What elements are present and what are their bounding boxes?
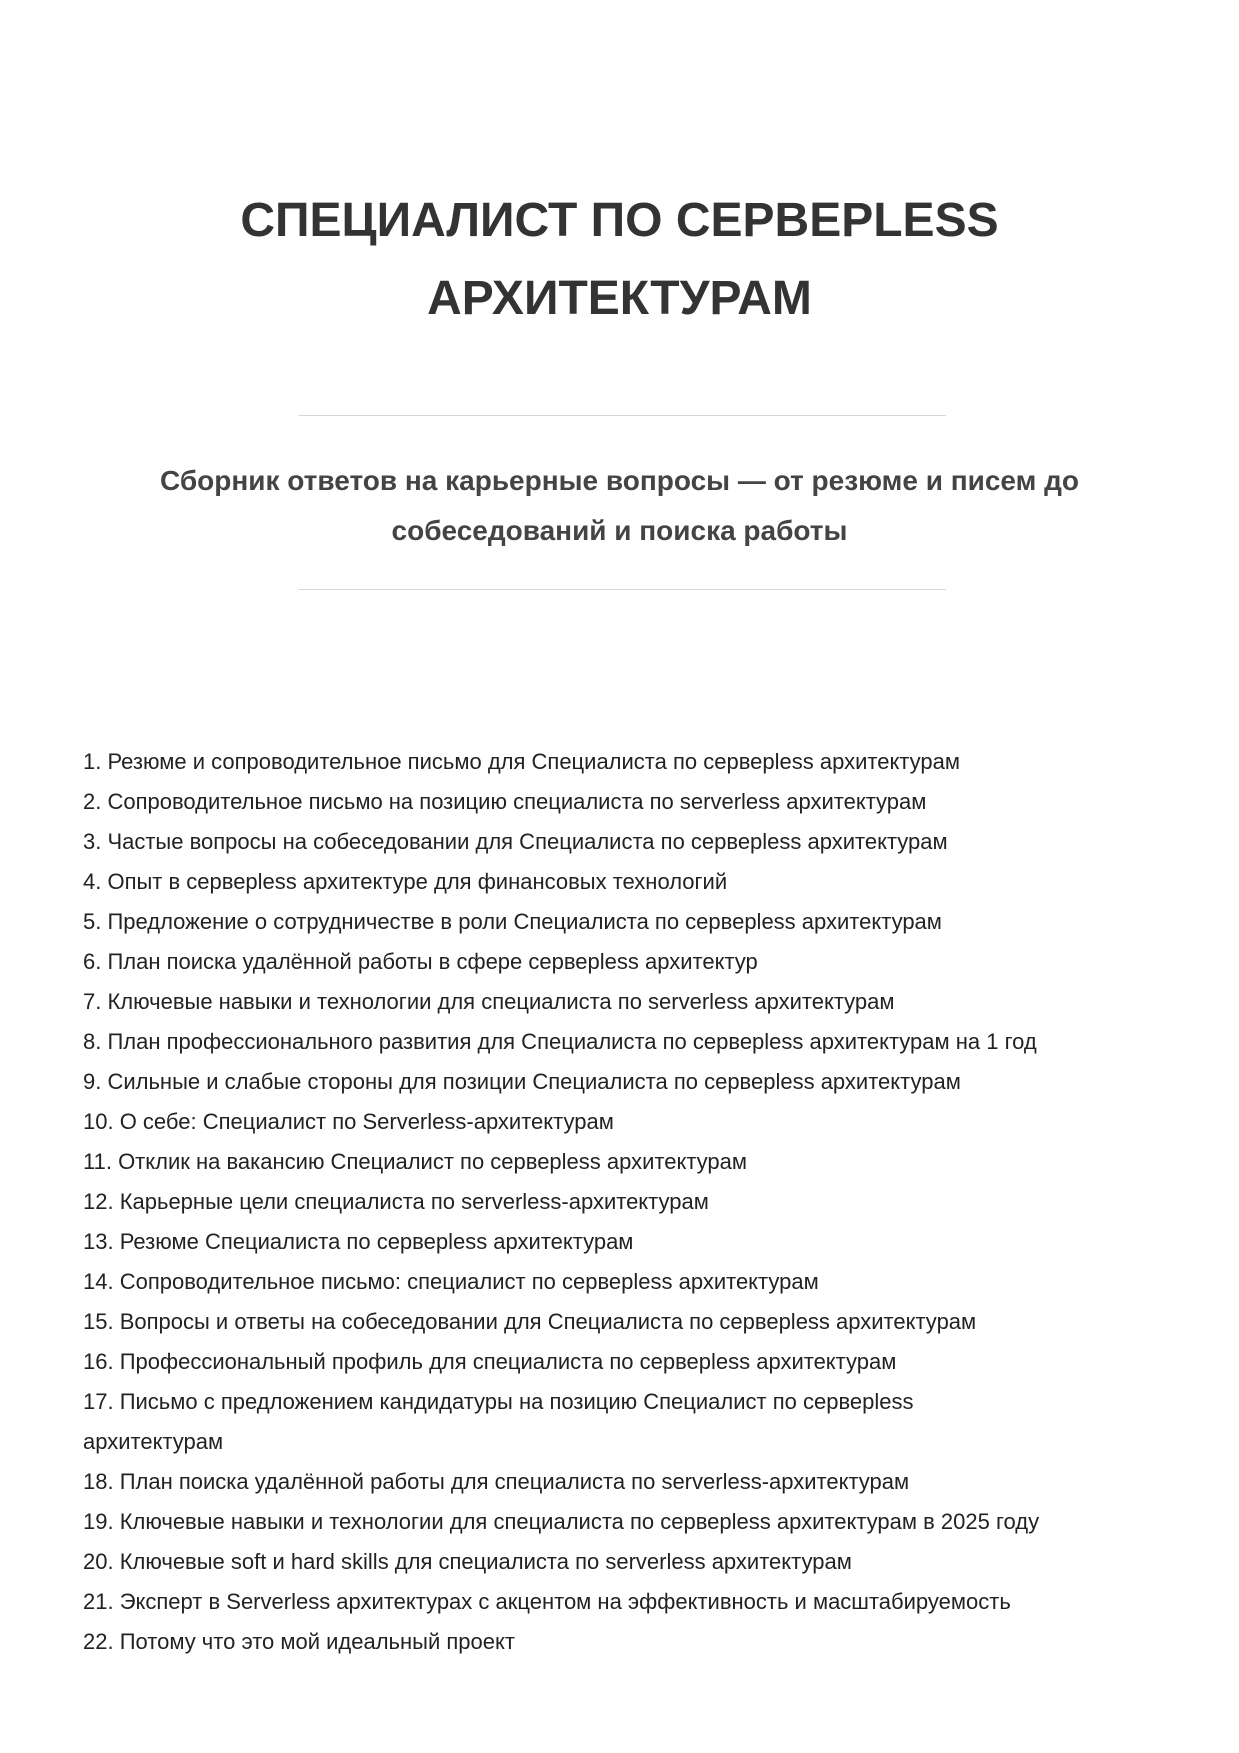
toc-item-14: 14. Сопроводительное письмо: специалист по серверless архитектурам	[83, 1269, 819, 1294]
toc-item-15: 15. Вопросы и ответы на собеседовании для Специалиста по серверless архитектурам	[83, 1309, 977, 1334]
toc-item-13: 13. Резюме Специалиста по серверless архитектурам	[83, 1229, 634, 1254]
document-title-line-1: СПЕЦИАЛИСТ ПО СЕРВЕРLESS	[240, 194, 999, 247]
toc-item-10: 10. О себе: Специалист по Serverless-архитектурам	[83, 1109, 614, 1134]
document-title	[0, 182, 1239, 338]
toc-item-16: 16. Профессиональный профиль для специалиста по серверless архитектурам	[83, 1349, 897, 1374]
toc-item-4: 4. Опыт в серверless архитектуре для финансовых технологий	[83, 869, 728, 894]
toc-item-1: 1. Резюме и сопроводительное письмо для Специалиста по серверless архитектурам	[83, 749, 960, 774]
table-of-contents	[83, 742, 1163, 1662]
toc-item-17: 17. Письмо с предложением кандидатуры на позицию Специалист по серверless архитектурам	[83, 1389, 914, 1454]
document-title-line-2: АРХИТЕКТУРАМ	[427, 272, 812, 325]
toc-item-21: 21. Эксперт в Serverless архитектурах с акцентом на эффективность и масштабируемость	[83, 1589, 1011, 1614]
toc-item-7: 7. Ключевые навыки и технологии для специалиста по serverless архитектурам	[83, 989, 895, 1014]
document-subtitle-line-1: Сборник ответов на карьерные вопросы — от резюме и писем до	[160, 465, 1079, 496]
document-subtitle	[100, 456, 1139, 556]
toc-item-11: 11. Отклик на вакансию Специалист по серверless архитектурам	[83, 1149, 748, 1174]
toc-item-12: 12. Карьерные цели специалиста по serverless-архитектурам	[83, 1189, 709, 1214]
toc-item-2: 2. Сопроводительное письмо на позицию специалиста по serverless архитектурам	[83, 789, 927, 814]
toc-item-5: 5. Предложение о сотрудничестве в роли Специалиста по серверless архитектурам	[83, 909, 942, 934]
top-divider	[299, 415, 946, 416]
toc-item-8: 8. План профессионального развития для Специалиста по серверless архитектурам на 1 год	[83, 1029, 1037, 1054]
toc-item-3: 3. Частые вопросы на собеседовании для Специалиста по серверless архитектурам	[83, 829, 948, 854]
toc-item-6: 6. План поиска удалённой работы в сфере серверless архитектур	[83, 949, 758, 974]
toc-item-18: 18. План поиска удалённой работы для специалиста по serverless-архитектурам	[83, 1469, 910, 1494]
toc-item-9: 9. Сильные и слабые стороны для позиции Специалиста по серверless архитектурам	[83, 1069, 961, 1094]
document-subtitle-line-2: собеседований и поиска работы	[391, 515, 848, 546]
bottom-divider	[299, 589, 946, 590]
toc-item-19: 19. Ключевые навыки и технологии для специалиста по серверless архитектурам в 2025 году	[83, 1509, 1040, 1534]
toc-item-20: 20. Ключевые soft и hard skills для специалиста по serverless архитектурам	[83, 1549, 852, 1574]
toc-item-22: 22. Потому что это мой идеальный проект	[83, 1629, 515, 1654]
